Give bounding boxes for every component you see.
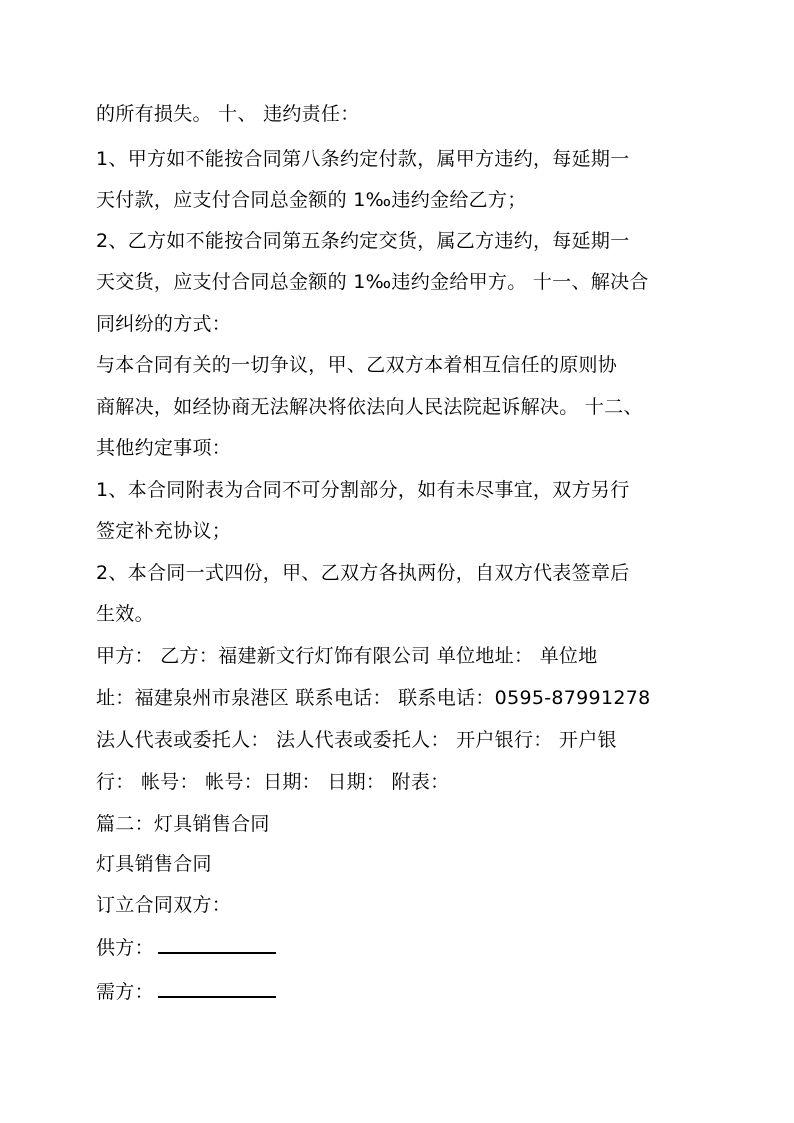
text-line: 法人代表或委托人： 法人代表或委托人： 开户银行： 开户银	[96, 729, 617, 751]
text-line: 灯具销售合同	[96, 853, 212, 875]
text-line: 甲方： 乙方：福建新文行灯饰有限公司 单位地址： 单位地	[96, 645, 598, 667]
text-line: 订立合同双方：	[96, 894, 232, 916]
supplier-blank	[158, 934, 276, 954]
text-line: 2、本合同一式四份，甲、乙双方各执两份，自双方代表签章后	[96, 562, 630, 584]
buyer-blank	[158, 978, 276, 998]
text-line: 生效。	[96, 603, 154, 625]
text-line: 天交货，应支付合同总金额的 1‰违约金给甲方。 十一、解决合	[96, 271, 649, 293]
text-line: 商解决，如经协商无法解决将依法向人民法院起诉解决。 十二、	[96, 396, 643, 418]
text-line: 址：福建泉州市泉港区 联系电话： 联系电话：0595-87991278	[96, 687, 651, 709]
text-line: 签定补充协议；	[96, 520, 232, 542]
text-line: 的所有损失。 十、 违约责任：	[96, 103, 360, 125]
buyer-line	[96, 978, 716, 1004]
text-line: 其他约定事项：	[96, 437, 232, 459]
text-line: 1、本合同附表为合同不可分割部分，如有未尽事宜，双方另行	[96, 479, 630, 501]
supplier-label: 供方：	[96, 937, 154, 959]
text-line: 1、甲方如不能按合同第八条约定付款，属甲方违约，每延期一	[96, 148, 630, 170]
text-line: 同纠纷的方式：	[96, 313, 232, 335]
supplier-line	[96, 934, 716, 960]
text-line: 行： 帐号： 帐号：日期： 日期： 附表：	[96, 771, 450, 793]
buyer-label: 需方：	[96, 981, 154, 1003]
text-line: 与本合同有关的一切争议，甲、乙双方本着相互信任的原则协	[96, 354, 618, 376]
text-line: 篇二：灯具销售合同	[96, 813, 270, 835]
text-line: 天付款，应支付合同总金额的 1‰违约金给乙方；	[96, 189, 527, 211]
text-line: 2、乙方如不能按合同第五条约定交货，属乙方违约，每延期一	[96, 230, 630, 252]
